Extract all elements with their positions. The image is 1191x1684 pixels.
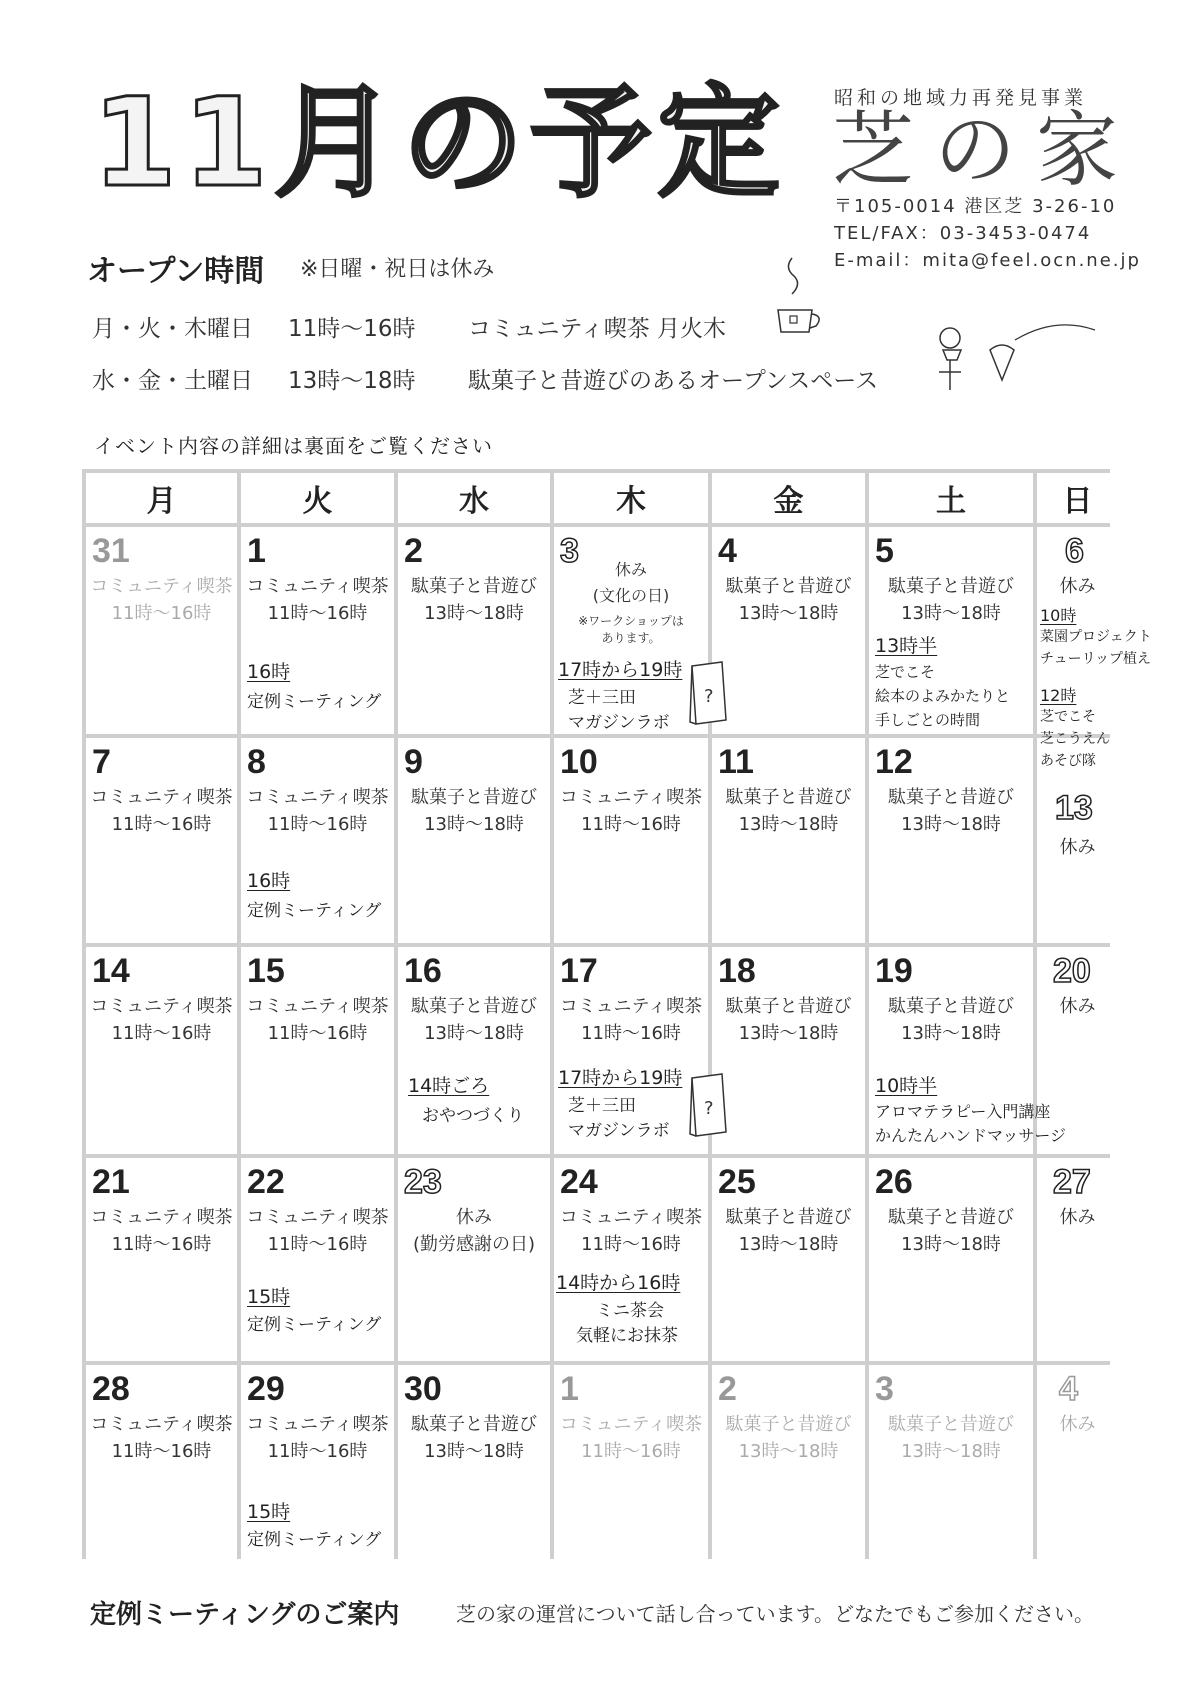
day-activity [712,1411,865,1465]
day-activity [869,993,1033,1047]
day-activity [86,1411,237,1465]
day-activity [398,993,550,1047]
activity-name: 駄菓子と昔遊び [411,1414,537,1435]
activity-name: 駄菓子と昔遊び [888,996,1014,1017]
day-cell-27 [1037,1158,1118,1361]
svg-text:?: ? [704,1098,714,1119]
event-note [1040,603,1152,670]
event-line: ミニ茶会 [596,1301,664,1321]
day-activity [241,1411,394,1465]
day-activity [241,573,394,627]
day-activity [241,1204,394,1258]
activity-name: コミュニティ喫茶 [246,787,389,808]
activity-hours: 13時〜18時 [901,603,1001,624]
day-activity [712,993,865,1047]
day-activity [86,993,237,1047]
day-number: 24 [560,1163,598,1201]
event-time: 16時 [247,661,291,683]
day-activity [554,784,708,838]
day-number: 11 [718,743,754,781]
event-line: 芝＋三田 [568,688,636,708]
day-activity [554,1411,708,1465]
event-note [875,631,1010,732]
activity-name: コミュニティ喫茶 [90,576,233,597]
event-title: 定例ミーティング [247,1315,382,1335]
open-hours-title: オープン時間 [87,254,265,289]
activity-name: コミュニティ喫茶 [246,1207,389,1228]
hours-desc: 駄菓子と昔遊びのあるオープンスペース [468,368,879,394]
event-note [558,1063,682,1144]
event-time: 17時から19時 [558,1067,683,1089]
day-cell-19 [869,947,1067,1154]
weekday-header: 水 [398,473,550,523]
activity-name: コミュニティ喫茶 [246,576,389,597]
event-title: 定例ミーティング [247,1530,382,1550]
day-cell-next-4 [1037,1365,1118,1575]
workshop-note: ※ワークショップは [578,614,684,628]
day-activity [86,573,237,627]
day-cell-22 [241,1158,394,1361]
activity-hours: 11時〜16時 [581,1023,681,1044]
day-activity [86,1204,237,1258]
event-line: 菜園プロジェクト [1040,629,1152,645]
day-activity [712,1204,865,1258]
day-activity [86,784,237,838]
day-cell-25 [712,1158,865,1361]
org-tagline: 昭和の地域力再発見事業 [834,87,1088,109]
event-time: 12時 [1040,686,1077,705]
event-line: 芝でこそ [875,663,936,681]
day-cell-4 [712,527,865,734]
detail-note: イベント内容の詳細は裏面をご覧ください [94,434,493,458]
day-activity [869,1204,1033,1258]
hours-desc: コミュニティ喫茶 月火木 [468,316,727,342]
day-number: 23 [404,1163,442,1201]
event-title: 定例ミーティング [247,901,382,921]
event-note [558,655,682,736]
activity-name: 駄菓子と昔遊び [888,576,1014,597]
activity-hours: 11時〜16時 [267,1441,368,1462]
hours-row [92,310,726,343]
activity-hours: 11時〜16時 [111,1234,212,1255]
activity-hours: 13時〜18時 [424,1441,524,1462]
activity-hours: 11時〜16時 [267,814,368,835]
activity-hours: 13時〜18時 [738,1441,839,1462]
day-cell-1 [241,527,394,734]
event-line: マガジンラボ [568,713,670,733]
activity-hours: 11時〜16時 [111,814,212,835]
day-number: 18 [718,952,756,990]
hours-time: 11時〜16時 [288,316,416,342]
weekday-header: 金 [712,473,865,523]
day-cell-10 [554,738,708,943]
day-number: 1 [247,532,266,570]
activity-hours: 13時〜18時 [424,1023,524,1044]
activity-name: 駄菓子と昔遊び [888,787,1014,808]
activity-name: コミュニティ喫茶 [90,1414,233,1435]
org-name: 芝の家 [832,103,1139,198]
hours-row [92,362,878,395]
activity-name: 休み [1059,576,1096,597]
footer-text: 芝の家の運営について話し合っています。どなたでもご参加ください。 [456,1602,1094,1626]
activity-hours: 11時〜16時 [581,1234,681,1255]
activity-name: コミュニティ喫茶 [559,787,703,808]
day-number: 4 [718,532,737,570]
activity-name: コミュニティ喫茶 [559,996,703,1017]
address: 〒105-0014 港区芝 3-26-10 [834,196,1117,217]
activity-hours: 11時〜16時 [267,603,368,624]
activity-name: 休み [1059,1414,1096,1435]
event-note [247,1497,381,1553]
activity-hours: 13時〜18時 [738,1234,839,1255]
day-number: 8 [247,743,266,781]
day-number: 3 [560,532,579,570]
event-line: かんたんハンドマッサージ [875,1126,1067,1145]
day-number: 3 [875,1370,894,1408]
activity-name: 駄菓子と昔遊び [411,996,537,1017]
weekday-header: 火 [241,473,394,523]
activity-hours: 13時〜18時 [738,1023,839,1044]
day-number: 19 [875,952,913,990]
weekday-header: 木 [554,473,708,523]
day-cell-9 [398,738,550,943]
day-cell-next-1 [554,1365,708,1575]
day-cell-next-2 [712,1365,865,1575]
activity-name: 駄菓子と昔遊び [725,1207,852,1228]
day-cell-8 [241,738,394,943]
weekday-header: 日 [1037,473,1118,523]
activity-name: 休み [456,1207,492,1228]
day-activity [398,573,550,627]
day-number: 25 [718,1163,756,1201]
tel-fax: TEL/FAX：03-3453-0474 [834,223,1092,244]
event-line: 手しごとの時間 [875,711,981,729]
coffee-cup-icon [770,250,830,340]
activity-hours: 13時〜18時 [901,1023,1001,1044]
event-line: チューリップ植え [1040,651,1152,667]
event-line: 絵本のよみかたりと [875,687,1011,705]
hours-days: 水・金・土曜日 [92,368,253,394]
activity-name: 駄菓子と昔遊び [411,576,537,597]
day-activity [869,784,1033,838]
day-activity [398,1204,550,1258]
day-number: 5 [875,532,894,570]
activity-hours: 13時〜18時 [738,814,839,835]
day-activity [1037,834,1118,861]
activity-hours: 11時〜16時 [581,814,681,835]
day-number: 9 [404,743,423,781]
day-number: 2 [404,532,423,570]
event-line: アロマテラピー入門講座 [875,1102,1051,1121]
activity-name: 休み [1059,1207,1096,1228]
activity-name: 駄菓子と昔遊び [725,576,852,597]
day-number: 6 [1065,532,1084,570]
event-time: 10時 [1040,606,1077,625]
day-activity [1037,573,1118,600]
day-cell-18 [712,947,865,1154]
event-line: マガジンラボ [568,1121,670,1141]
activity-hours: 13時〜18時 [738,603,839,624]
day-number: 12 [875,743,913,781]
activity-name: 駄菓子と昔遊び [411,787,537,808]
activity-name: コミュニティ喫茶 [90,787,233,808]
day-activity [712,784,865,838]
event-time: 15時 [247,1286,291,1308]
day-cell-prev-31 [86,527,237,734]
activity-hours: 11時〜16時 [111,603,212,624]
day-activity [241,993,394,1047]
activity-hours: 11時〜16時 [267,1234,368,1255]
day-number: 22 [247,1163,285,1201]
day-cell-23 [398,1158,550,1361]
activity-hours: 13時〜18時 [901,1234,1001,1255]
day-activity [241,784,394,838]
activity-name: コミュニティ喫茶 [246,996,389,1017]
day-number: 26 [875,1163,913,1201]
activity-hours: 11時〜16時 [111,1023,212,1044]
day-number: 10 [560,743,598,781]
day-cell-16 [398,947,550,1154]
day-number: 30 [404,1370,442,1408]
day-cell-2 [398,527,550,734]
day-cell-15 [241,947,394,1154]
footer-title: 定例ミーティングのご案内 [90,1600,400,1630]
activity-hours: 13時〜18時 [901,1441,1001,1462]
activity-name: コミュニティ喫茶 [246,1414,389,1435]
day-number: 21 [92,1163,130,1201]
day-cell-7 [86,738,237,943]
event-time: 14時ごろ [408,1075,490,1097]
day-activity [1037,1204,1118,1231]
event-time: 14時から16時 [556,1272,681,1294]
day-number: 4 [1059,1370,1078,1408]
holiday-name: (勤労感謝の日) [412,1234,536,1255]
day-activity [712,573,865,627]
day-activity [869,573,1033,627]
activity-name: コミュニティ喫茶 [559,1207,703,1228]
day-number: 27 [1053,1163,1091,1201]
holiday-name: (文化の日) [592,586,670,605]
calendar-grid [82,469,1152,1559]
day-number: 7 [92,743,111,781]
hours-time: 13時〜18時 [288,368,416,394]
day-cell-17 [554,947,708,1154]
day-activity [1037,1411,1118,1438]
event-note [408,1071,524,1129]
email-link[interactable]: E-mail：mita@feel.ocn.ne.jp [834,250,1141,271]
workshop-note: あります。 [601,631,661,645]
activity-name: 休み [614,560,647,579]
magazine-icon [688,660,730,728]
day-cell-26 [869,1158,1033,1361]
activity-hours: 13時〜18時 [424,814,524,835]
day-number: 14 [92,952,130,990]
event-line: 芝＋三田 [568,1096,636,1116]
day-cell-29 [241,1365,394,1575]
day-number: 16 [404,952,442,990]
day-cell-28 [86,1365,237,1575]
day-cell-14 [86,947,237,1154]
kendama-top-icon [935,320,1105,405]
activity-hours: 13時〜18時 [424,603,524,624]
magazine-icon [688,1072,730,1140]
event-note [247,657,381,715]
day-activity [554,993,708,1047]
day-activity [554,1204,708,1258]
activity-name: コミュニティ喫茶 [559,1414,703,1435]
day-number: 2 [718,1370,737,1408]
event-line: あそび隊 [1040,753,1096,769]
activity-name: 駄菓子と昔遊び [888,1414,1014,1435]
day-activity [1037,993,1118,1020]
event-time: 17時から19時 [558,659,683,681]
day-activity [398,784,550,838]
activity-name: コミュニティ喫茶 [90,996,233,1017]
day-number: 15 [247,952,285,990]
day-number: 31 [92,532,130,570]
event-time: 16時 [247,870,291,892]
event-time: 13時半 [875,635,938,657]
activity-hours: 11時〜16時 [581,1441,681,1462]
day-cell-next-3 [869,1365,1033,1575]
event-title: 定例ミーティング [247,692,382,712]
event-title: おやつづくり [422,1106,524,1126]
event-note [1040,683,1110,772]
day-activity [869,1411,1033,1465]
activity-name: 駄菓子と昔遊び [888,1207,1014,1228]
day-cell-24 [554,1158,708,1361]
weekday-header: 月 [86,473,237,523]
svg-text:?: ? [704,686,714,707]
day-number: 13 [1055,789,1093,827]
day-activity [554,557,708,647]
day-number: 29 [247,1370,285,1408]
event-note [247,866,381,924]
day-activity [398,1411,550,1465]
day-number: 1 [560,1370,579,1408]
activity-name: 休み [1059,996,1096,1017]
day-cell-6 [1037,527,1152,769]
day-cell-21 [86,1158,237,1361]
event-note [875,1071,1066,1148]
weekday-header: 土 [869,473,1033,523]
day-cell-11 [712,738,865,943]
event-line: 気軽にお抹茶 [576,1326,678,1346]
day-cell-5 [869,527,1033,734]
day-number: 17 [560,952,598,990]
event-note [247,1282,381,1338]
event-line: 芝こうえん [1040,731,1110,747]
day-cell-12 [869,738,1033,943]
activity-name: コミュニティ喫茶 [90,1207,233,1228]
event-line: 芝でこそ [1040,709,1096,725]
day-cell-3 [554,527,708,734]
activity-name: 駄菓子と昔遊び [725,1414,852,1435]
day-number: 20 [1053,952,1091,990]
hours-days: 月・火・木曜日 [92,316,253,342]
event-note [556,1268,680,1349]
activity-hours: 13時〜18時 [901,814,1001,835]
event-time: 10時半 [875,1075,938,1097]
day-number: 28 [92,1370,130,1408]
day-cell-30 [398,1365,550,1575]
activity-hours: 11時〜16時 [267,1023,368,1044]
event-time: 15時 [247,1501,291,1523]
activity-name: 駄菓子と昔遊び [725,787,852,808]
activity-name: 駄菓子と昔遊び [725,996,852,1017]
open-hours-note: ※日曜・祝日は休み [300,257,495,282]
activity-name: 休み [1059,837,1096,858]
activity-hours: 11時〜16時 [111,1441,212,1462]
page-title: 11月の予定 [92,72,786,214]
